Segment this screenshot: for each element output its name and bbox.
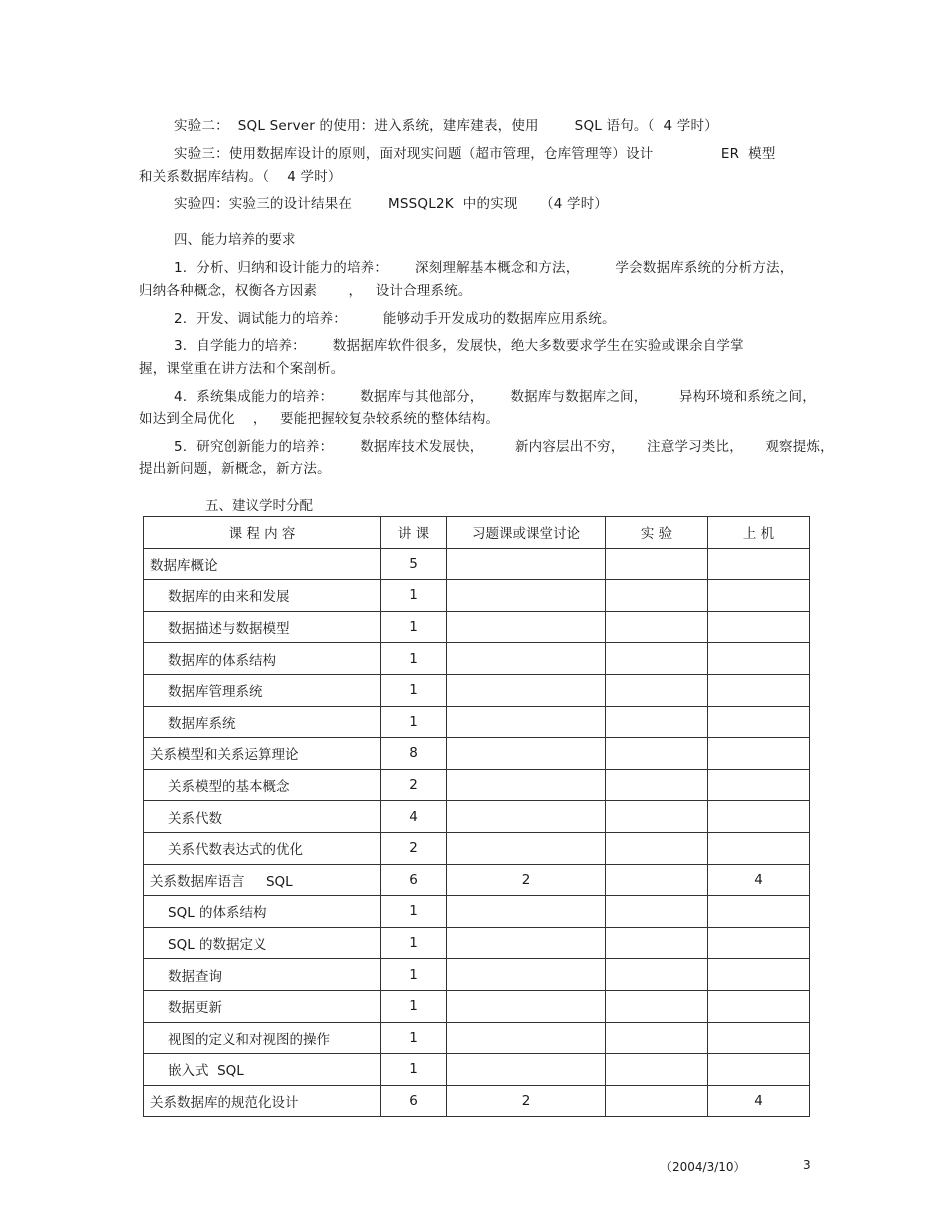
cell-course-content: 数据库系统 xyxy=(144,706,381,738)
cell-course-content: 数据描述与数据模型 xyxy=(144,611,381,643)
cell-exercise xyxy=(447,580,606,612)
cell-lab xyxy=(606,864,708,896)
cell-lecture: 2 xyxy=(381,832,447,864)
cell-lab xyxy=(606,1054,708,1086)
ability-1-line-1: 1. 分析、归纳和设计能力的培养： 深刻理解基本概念和方法， 学会数据库系统的分析方法， xyxy=(174,260,794,276)
cell-exercise: 2 xyxy=(447,864,606,896)
cell-lecture: 1 xyxy=(381,896,447,928)
cell-lab xyxy=(606,674,708,706)
table-row xyxy=(144,832,810,864)
cell-course-content: 视图的定义和对视图的操作 xyxy=(144,1022,381,1054)
cell-course-content: 数据库概论 xyxy=(144,548,381,580)
table-row xyxy=(144,959,810,991)
table-row xyxy=(144,1022,810,1054)
lab2-line: 实验二： SQL Server 的使用：进入系统，建库建表，使用 SQL 语句。（ 4 学时） xyxy=(174,118,718,134)
cell-exercise xyxy=(447,611,606,643)
cell-lecture: 1 xyxy=(381,580,447,612)
table-title: 五、建议学时分配 xyxy=(205,498,313,514)
table-row xyxy=(144,896,810,928)
cell-lab xyxy=(606,1085,708,1117)
cell-computer: 4 xyxy=(708,864,810,896)
table-body xyxy=(144,548,810,1117)
cell-exercise xyxy=(447,801,606,833)
footer-date: （2004/3/10） xyxy=(660,1160,746,1174)
table-row xyxy=(144,990,810,1022)
cell-computer xyxy=(708,643,810,675)
cell-lab xyxy=(606,1022,708,1054)
cell-lecture: 1 xyxy=(381,927,447,959)
table-row xyxy=(144,738,810,770)
ability-3-line-2: 握，课堂重在讲方法和个案剖析。 xyxy=(139,361,345,377)
cell-computer xyxy=(708,1022,810,1054)
header-exercise-discussion: 习题课或课堂讨论 xyxy=(447,517,606,549)
cell-lab xyxy=(606,706,708,738)
table-row xyxy=(144,580,810,612)
cell-lecture: 1 xyxy=(381,706,447,738)
cell-exercise xyxy=(447,738,606,770)
cell-lecture: 5 xyxy=(381,548,447,580)
cell-lecture: 1 xyxy=(381,674,447,706)
table-row xyxy=(144,927,810,959)
cell-exercise xyxy=(447,832,606,864)
page-number: 3 xyxy=(803,1158,811,1172)
lab4-line: 实验四：实验三的设计结果在 MSSQL2K 中的实现 （4 学时） xyxy=(174,196,609,212)
table-row xyxy=(144,864,810,896)
cell-lab xyxy=(606,643,708,675)
cell-course-content: 关系数据库语言 SQL xyxy=(144,864,381,896)
ability-5-line-2: 提出新问题，新概念，新方法。 xyxy=(139,461,331,477)
cell-exercise xyxy=(447,927,606,959)
cell-exercise xyxy=(447,959,606,991)
cell-course-content: 数据查询 xyxy=(144,959,381,991)
cell-computer xyxy=(708,896,810,928)
ability-4-line-1: 4. 系统集成能力的培养： 数据库与其他部分， 数据库与数据库之间， 异构环境和系统之间， xyxy=(174,389,816,405)
table-row xyxy=(144,769,810,801)
cell-computer xyxy=(708,611,810,643)
cell-computer xyxy=(708,927,810,959)
cell-computer xyxy=(708,832,810,864)
ability-2-line: 2. 开发、调试能力的培养： 能够动手开发成功的数据库应用系统。 xyxy=(174,311,616,327)
cell-lecture: 1 xyxy=(381,611,447,643)
cell-lab xyxy=(606,738,708,770)
cell-lab xyxy=(606,896,708,928)
cell-course-content: 嵌入式 SQL xyxy=(144,1054,381,1086)
cell-lab xyxy=(606,990,708,1022)
cell-exercise xyxy=(447,643,606,675)
cell-computer xyxy=(708,548,810,580)
cell-computer xyxy=(708,769,810,801)
table-row xyxy=(144,548,810,580)
cell-lecture: 2 xyxy=(381,769,447,801)
cell-computer xyxy=(708,959,810,991)
cell-exercise xyxy=(447,674,606,706)
table-row xyxy=(144,706,810,738)
hours-allocation-table xyxy=(143,516,810,1117)
ability-5-line-1: 5. 研究创新能力的培养： 数据库技术发展快， 新内容层出不穷， 注意学习类比， 观察提炼， xyxy=(174,439,834,455)
cell-lab xyxy=(606,769,708,801)
ability-1-line-2: 归纳各种概念，权衡各方因素 ， 设计合理系统。 xyxy=(139,283,472,299)
cell-lecture: 1 xyxy=(381,1022,447,1054)
cell-computer: 4 xyxy=(708,1085,810,1117)
lab3-line-2: 和关系数据库结构。（ 4 学时） xyxy=(139,169,342,185)
cell-course-content: SQL 的体系结构 xyxy=(144,896,381,928)
cell-computer xyxy=(708,580,810,612)
table-header-row xyxy=(144,517,810,549)
table-row xyxy=(144,643,810,675)
cell-exercise xyxy=(447,990,606,1022)
cell-exercise xyxy=(447,1022,606,1054)
cell-course-content: 数据库的由来和发展 xyxy=(144,580,381,612)
lab3-line-1: 实验三：使用数据库设计的原则，面对现实问题（超市管理，仓库管理等）设计 ER 模型 xyxy=(174,146,776,162)
cell-course-content: 数据库管理系统 xyxy=(144,674,381,706)
cell-lab xyxy=(606,832,708,864)
table-row xyxy=(144,1054,810,1086)
ability-4-line-2: 如达到全局优化 ， 要能把握较复杂较系统的整体结构。 xyxy=(139,411,500,427)
cell-computer xyxy=(708,674,810,706)
cell-lecture: 1 xyxy=(381,1054,447,1086)
cell-lecture: 1 xyxy=(381,990,447,1022)
table-row xyxy=(144,1085,810,1117)
cell-lecture: 8 xyxy=(381,738,447,770)
cell-exercise xyxy=(447,706,606,738)
header-course-content: 课 程 内 容 xyxy=(144,517,381,549)
cell-lab xyxy=(606,580,708,612)
cell-exercise xyxy=(447,896,606,928)
cell-course-content: 关系模型和关系运算理论 xyxy=(144,738,381,770)
cell-computer xyxy=(708,1054,810,1086)
cell-course-content: 关系代数表达式的优化 xyxy=(144,832,381,864)
cell-course-content: 数据更新 xyxy=(144,990,381,1022)
table-row xyxy=(144,674,810,706)
cell-computer xyxy=(708,738,810,770)
table-row xyxy=(144,801,810,833)
cell-lab xyxy=(606,548,708,580)
cell-course-content: 关系数据库的规范化设计 xyxy=(144,1085,381,1117)
ability-3-line-1: 3. 自学能力的培养： 数据据库软件很多，发展快，绝大多数要求学生在实验或课余自学掌 xyxy=(174,338,744,354)
cell-lecture: 6 xyxy=(381,1085,447,1117)
cell-computer xyxy=(708,990,810,1022)
cell-lecture: 6 xyxy=(381,864,447,896)
section-heading-ability: 四、能力培养的要求 xyxy=(174,232,296,248)
cell-computer xyxy=(708,801,810,833)
cell-lab xyxy=(606,801,708,833)
header-computer: 上 机 xyxy=(708,517,810,549)
cell-lecture: 1 xyxy=(381,643,447,675)
cell-lecture: 4 xyxy=(381,801,447,833)
cell-lecture: 1 xyxy=(381,959,447,991)
header-lecture: 讲 课 xyxy=(381,517,447,549)
cell-course-content: SQL 的数据定义 xyxy=(144,927,381,959)
cell-computer xyxy=(708,706,810,738)
cell-course-content: 数据库的体系结构 xyxy=(144,643,381,675)
cell-lab xyxy=(606,959,708,991)
cell-exercise xyxy=(447,548,606,580)
header-lab: 实 验 xyxy=(606,517,708,549)
cell-course-content: 关系模型的基本概念 xyxy=(144,769,381,801)
cell-lab xyxy=(606,611,708,643)
table-row xyxy=(144,611,810,643)
cell-course-content: 关系代数 xyxy=(144,801,381,833)
cell-exercise: 2 xyxy=(447,1085,606,1117)
cell-exercise xyxy=(447,769,606,801)
cell-lab xyxy=(606,927,708,959)
cell-exercise xyxy=(447,1054,606,1086)
